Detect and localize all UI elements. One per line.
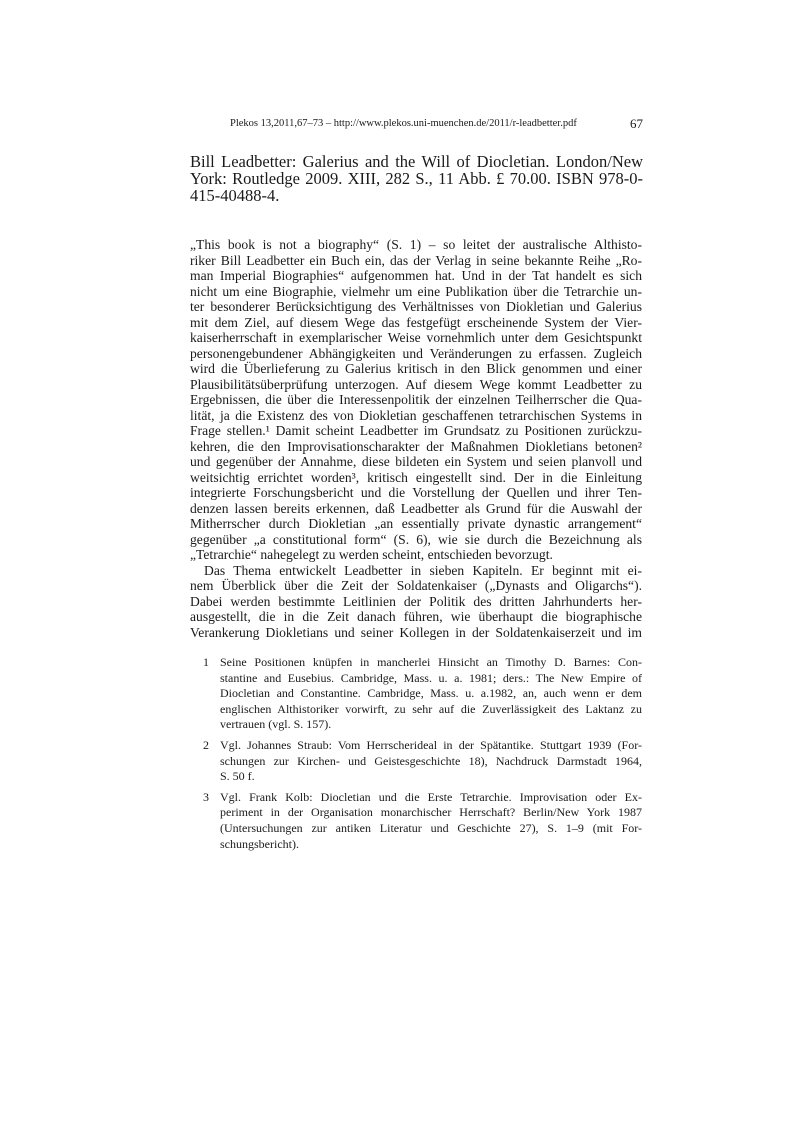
- footnote: [203, 790, 642, 852]
- text-line: integrierte Forschungsbericht und die Vorstellung der Quellen und ihrer Ten-: [190, 485, 642, 500]
- footnote-line: S. 50 f.: [220, 769, 255, 784]
- footnote-line: (Untersuchungen zur antiken Literatur und Geschichte 27), S. 1–9 (mit For-: [220, 820, 642, 835]
- text-line: ter besonderer Berücksichtigung des Verhältnisses von Diokletian und Galerius: [190, 299, 642, 314]
- review-body: [190, 237, 642, 640]
- text-line: kehren, die den Improvisationscharakter der Maßnahmen Diokletians betonen²: [190, 438, 642, 454]
- text-line: „Tetrarchie“ nahegelegt zu werden scheint, entschieden bevorzugt.: [190, 547, 553, 562]
- footnote-line: Seine Positionen knüpfen in mancherlei Hinsicht an Timothy D. Barnes: Con-: [220, 655, 642, 669]
- footnote-line: Diocletian and Constantine. Cambridge, Mass. u. a.1982, an, auch wenn er dem: [220, 686, 642, 701]
- text-line: lität, ja die Existenz des von Diokletian geschaffenen tetrarchischen Systems in: [190, 407, 642, 423]
- text-line: nem Überblick über die Zeit der Soldatenkaiser („Dynasts and Oligarchs“).: [190, 578, 642, 593]
- footnotes: [203, 655, 642, 857]
- text-line: wird die Überlieferung zu Galerius kritisch in den Blick genommen und einer: [190, 361, 642, 376]
- text-line: riker Bill Leadbetter ein Buch ein, das der Verlag in seine bekannte Reihe „Ro-: [190, 252, 642, 268]
- footnote-line: Vgl. Frank Kolb: Diocletian und die Erste Tetrarchie. Improvisation oder Ex-: [220, 789, 642, 804]
- footnote-line: vertrauen (vgl. S. 157).: [220, 717, 332, 732]
- footnote-line: stantine and Eusebius. Cambridge, Mass. u. a. 1981; ders.: The New Empire of: [220, 670, 642, 685]
- text-line: mit dem Ziel, auf diesem Wege das festgefügt erscheinende System der Vier-: [190, 314, 642, 330]
- title-line: 415-40488-4.: [190, 186, 280, 205]
- footnote-line: periment in der Organisation monarchischer Herrschaft? Berlin/New York 1987: [220, 805, 642, 820]
- footnote-line: schungsbericht).: [220, 836, 299, 851]
- text-line: ausgestellt, die in die Zeit danach führen, wie überhaupt die biographische: [190, 609, 642, 624]
- text-line: „This book is not a biography“ (S. 1) – so leitet der australische Althisto-: [190, 237, 642, 252]
- text-line: Frage stellen.¹ Damit scheint Leadbetter im Grundsatz zu Positionen zurückzu-: [190, 423, 642, 438]
- page-number: 67: [630, 116, 643, 131]
- text-line: weitsichtig errichtet worden³, kritisch eingestellt sind. Der in die Einleitung: [190, 469, 642, 485]
- text-line: man Imperial Biographies“ aufgenommen hat. Und in der Tat handelt es sich: [190, 268, 642, 283]
- footnote-number: 2: [203, 737, 209, 752]
- text-line: Das Thema entwickelt Leadbetter in sieben Kapiteln. Er beginnt mit ei-: [204, 562, 642, 578]
- title-line: York: Routledge 2009. XIII, 282 S., 11 Abb. £ 70.00. ISBN 978-0-: [190, 169, 643, 188]
- text-line: nicht um eine Biographie, vielmehr um eine Publikation über die Tetrarchie un-: [190, 283, 642, 299]
- text-line: Dabei werden bestimmte Leitlinien der Politik des dritten Jahrhunderts her-: [190, 593, 642, 609]
- source-citation: Plekos 13,2011,67–73 – http://www.plekos.uni-muenchen.de/2011/r-leadbetter.pdf: [230, 118, 577, 129]
- footnote-line: Vgl. Johannes Straub: Vom Herrscherideal in der Spätantike. Stuttgart 1939 (For-: [220, 737, 642, 752]
- footnote: [203, 738, 642, 785]
- review-title: [190, 153, 643, 204]
- footnote-line: englischen Althistoriker vorwirft, zu sehr auf die Zuverlässigkeit des Laktanz zu: [220, 701, 642, 716]
- text-line: kaiserherrschaft in exemplarischer Weise vornehmlich unter dem Gesichtspunkt: [190, 330, 642, 345]
- text-line: Plausibilitätsüberprüfung unterzogen. Auf diesem Wege kommt Leadbetter zu: [190, 376, 642, 392]
- footnote-number: 3: [203, 789, 209, 804]
- text-line: denzen lassen bereits erkennen, daß Leadbetter als Grund für die Auswahl der: [190, 500, 642, 516]
- footnote-number: 1: [203, 655, 209, 669]
- footnote-line: schungen zur Kirchen- und Geistesgeschichte 18), Nachdruck Darmstadt 1964,: [220, 753, 642, 768]
- text-line: Ergebnissen, die über die Interessenpolitik der einzelnen Teilherrscher die Qua-: [190, 392, 642, 407]
- text-line: Mitherrscher durch Diokletian „an essentially private dynastic arrangement“: [190, 516, 642, 531]
- footnote: [203, 655, 642, 733]
- title-line: Bill Leadbetter: Galerius and the Will of Diocletian. London/New: [190, 152, 643, 171]
- text-line: und gegenüber der Annahme, diese bildeten ein System und seien planvoll und: [190, 454, 642, 469]
- text-line: Verankerung Diokletians und seiner Kollegen in der Soldatenkaiserzeit und im: [190, 624, 642, 640]
- text-line: personengebundener Abhängigkeiten und Veränderungen zu erfassen. Zugleich: [190, 345, 642, 361]
- text-line: gegenüber „a constitutional form“ (S. 6), wie sie durch die Bezeichnung als: [190, 531, 642, 547]
